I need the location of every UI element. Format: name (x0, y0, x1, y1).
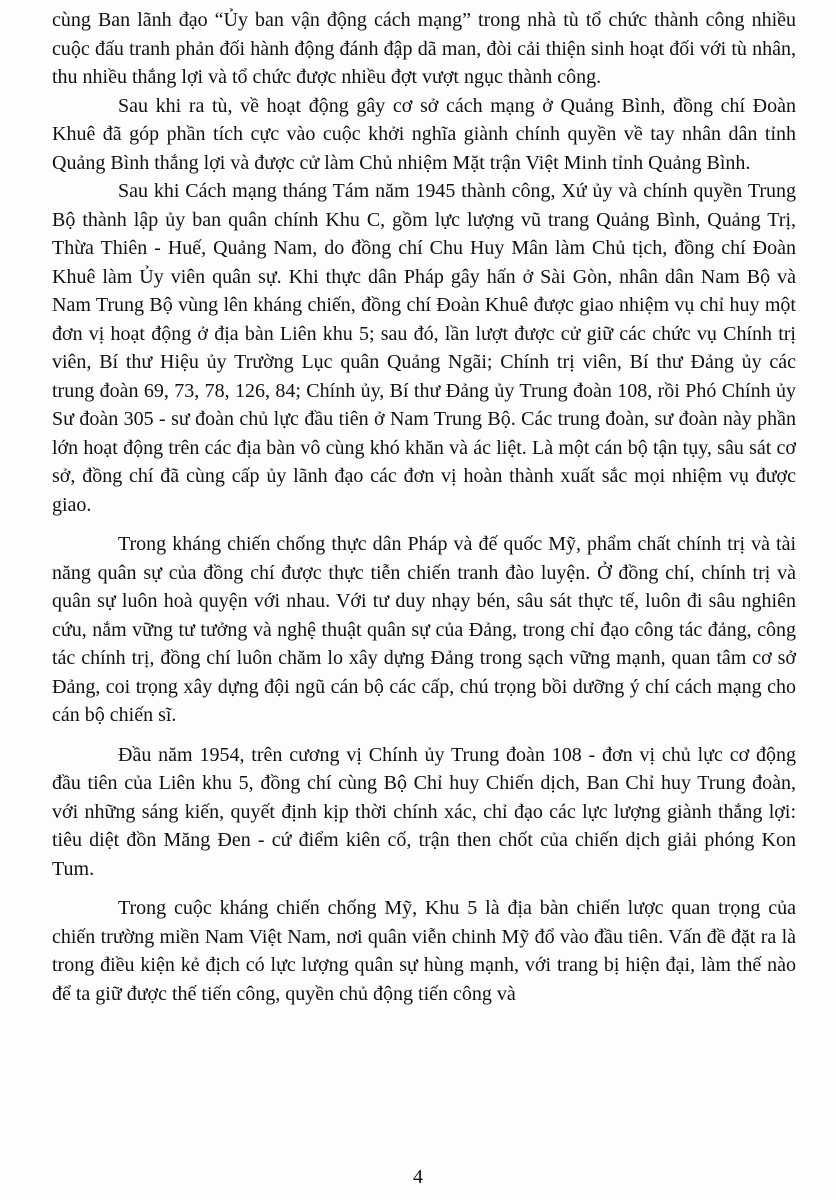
paragraph-1: cùng Ban lãnh đạo “Ủy ban vận động cách mạng” trong nhà tù tổ chức thành công nhiều cuộc đấu tranh phản đối hành động đánh đập dã man, đòi cải thiện sinh hoạt đối với tù nhân, thu nhiều thắng lợi và tổ chức được nhiều đợt vượt ngục thành công. (52, 9, 796, 88)
paragraph-4: Trong kháng chiến chống thực dân Pháp và đế quốc Mỹ, phẩm chất chính trị và tài năng quân sự của đồng chí được thực tiễn chiến tranh đào luyện. Ở đồng chí, chính trị và quân sự luôn hoà quyện với nhau. Với tư duy nhạy bén, sâu sát thực tế, luôn đi sâu nghiên cứu, nắm vững tư tưởng và nghệ thuật quân sự của Đảng, trong chỉ đạo công tác đảng, công tác chính trị, đồng chí luôn chăm lo xây dựng Đảng trong sạch vững mạnh, quan tâm cơ sở Đảng, coi trọng xây dựng đội ngũ cán bộ các cấp, chú trọng bồi dưỡng ý chí cách mạng cho cán bộ chiến sĩ. (52, 533, 796, 726)
paragraph-6: Trong cuộc kháng chiến chống Mỹ, Khu 5 là địa bàn chiến lược quan trọng của chiến trường miền Nam Việt Nam, nơi quân viễn chinh Mỹ đổ vào đầu tiên. Vấn đề đặt ra là trong điều kiện kẻ địch có lực lượng quân sự hùng mạnh, với trang bị hiện đại, làm thế nào để ta giữ được thế tiến công, quyền chủ động tiến công và (52, 897, 796, 1005)
paragraph-5: Đầu năm 1954, trên cương vị Chính ủy Trung đoàn 108 - đơn vị chủ lực cơ động đầu tiên của Liên khu 5, đồng chí cùng Bộ Chỉ huy Chiến dịch, Ban Chỉ huy Trung đoàn, với những sáng kiến, quyết định kịp thời chính xác, chỉ đạo các lực lượng giành thắng lợi: tiêu diệt đồn Măng Đen - cứ điểm kiên cố, trận then chốt của chiến dịch giải phóng Kon Tum. (52, 743, 796, 880)
paragraph-3: Sau khi Cách mạng tháng Tám năm 1945 thành công, Xứ ủy và chính quyền Trung Bộ thành lập ủy ban quân chính Khu C, gồm lực lượng vũ trang Quảng Bình, Quảng Trị, Thừa Thiên - Huế, Quảng Nam, do đồng chí Chu Huy Mân làm Chủ tịch, đồng chí Đoàn Khuê làm Ủy viên quân sự. Khi thực dân Pháp gây hấn ở Sài Gòn, nhân dân Nam Bộ và Nam Trung Bộ vùng lên kháng chiến, đồng chí Đoàn Khuê được giao nhiệm vụ chỉ huy một đơn vị hoạt động ở địa bàn Liên khu 5; sau đó, lần lượt được cử giữ các chức vụ Chính trị viên, Bí thư Hiệu ủy Trường Lục quân Quảng Ngãi; Chính trị viên, Bí thư Đảng ủy các trung đoàn 69, 73, 78, 126, 84; Chính ủy, Bí thư Đảng ủy Trung đoàn 108, rồi Phó Chính ủy Sư đoàn 305 - sư đoàn chủ lực đầu tiên ở Nam Trung Bộ. Các trung đoàn, sư đoàn này phần lớn hoạt động trên các địa bàn vô cùng khó khăn và ác liệt. Là một cán bộ tận tụy, sâu sát cơ sở, đồng chí đã cùng cấp ủy lãnh đạo các đơn vị hoàn thành xuất sắc mọi nhiệm vụ được giao. (52, 180, 796, 516)
page-number: 4 (413, 1166, 423, 1188)
paragraph-2: Sau khi ra tù, về hoạt động gây cơ sở cách mạng ở Quảng Bình, đồng chí Đoàn Khuê đã góp phần tích cực vào cuộc khởi nghĩa giành chính quyền về tay nhân dân tỉnh Quảng Bình thắng lợi và được cử làm Chủ nhiệm Mặt trận Việt Minh tỉnh Quảng Bình. (52, 94, 796, 174)
